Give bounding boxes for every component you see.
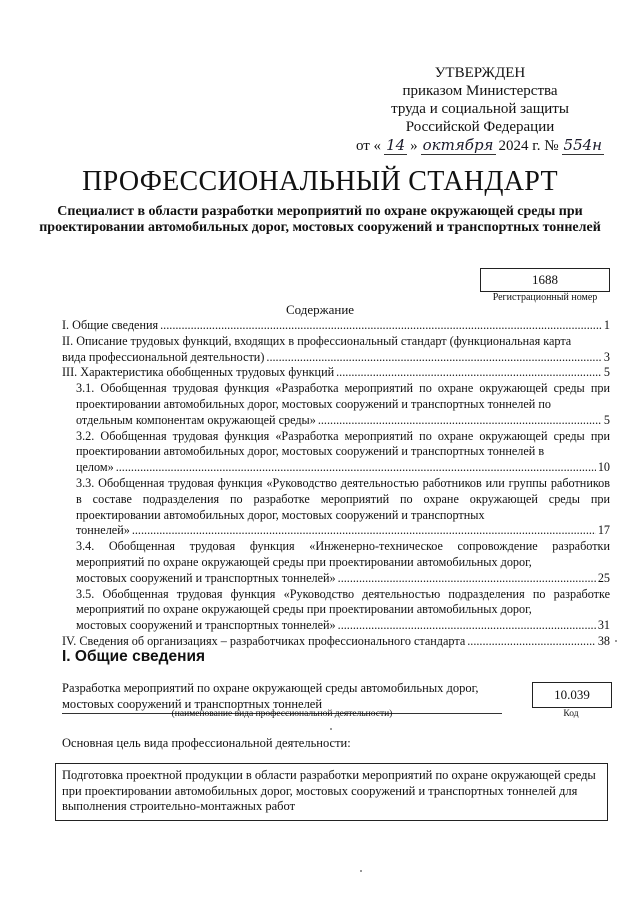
scan-speck (360, 870, 362, 872)
order-number: 554н (563, 136, 603, 154)
activity-name: Разработка мероприятий по охране окружающей среды автомобильных дорог, мостовых сооружений и транспортных тоннелей (62, 680, 502, 714)
toc-item-text: I. Общие сведения (62, 318, 159, 332)
toc-item[interactable] (62, 365, 610, 381)
toc-item-text: IV. Сведения об организациях – разработчиках профессионального стандарта (62, 633, 466, 648)
toc-page: 10 (597, 460, 610, 475)
toc-item-text: 3.1. Обобщенная трудовая функция «Разработка мероприятий по охране окружающей среды при проектировании автомобильных дорог, мостовых сооружений и транспортных тоннелей по (76, 381, 610, 411)
toc-item[interactable] (62, 587, 610, 634)
toc-page: 5 (603, 412, 610, 427)
activity-caption: (наименование вида профессиональной деятельности) (171, 709, 393, 719)
toc-item[interactable] (62, 381, 610, 428)
toc-page: 31 (597, 618, 610, 633)
toc-page: 38 (597, 633, 610, 648)
toc-item-text-last: целом» (76, 460, 114, 475)
toc-title: Содержание (285, 302, 355, 317)
quote-close: » (410, 138, 418, 154)
toc-item[interactable] (62, 318, 610, 334)
toc-item-text-last: тоннелей» (76, 523, 130, 538)
order-month: октября (422, 136, 494, 154)
scan-speck (615, 640, 617, 642)
toc-item[interactable] (62, 476, 610, 539)
toc-item-text: 3.4. Обобщенная трудовая функция «Инженерно-техническое сопровождение разработки мероприятий по охране окружающей среды при проектировании автомобильных дорог, (76, 539, 610, 569)
goal-label: Основная цель вида профессиональной деятельности: (62, 736, 351, 750)
toc-item[interactable] (62, 539, 610, 586)
approval-line: УТВЕРЖДЕН (434, 65, 526, 81)
scan-speck (330, 728, 332, 730)
toc-item-text: II. Описание трудовых функций, входящих в профессиональный стандарт (функциональная карта (62, 333, 572, 348)
toc-item-text: 3.5. Обобщенная трудовая функция «Руководство деятельностью подразделения по разработке мероприятий по охране окружающей среды при проектировании автомобильных дорог, (76, 586, 610, 617)
toc-item-text-last: вида профессиональной деятельности) (62, 349, 265, 364)
approval-line: труда и социальной защиты (391, 101, 569, 117)
approval-line: Российской Федерации (405, 119, 555, 135)
order-date-line (330, 136, 630, 155)
toc-item[interactable] (62, 334, 610, 366)
approval-line: приказом Министерства (402, 83, 558, 99)
goal-box: Подготовка проектной продукции в области разработки мероприятий по охране окружающей среды при проектировании автомобильных дорог, мостовых сооружений и транспортных тоннелей для выполнения строительно-монтажных работ (55, 763, 608, 821)
toc-item-text: 3.3. Обобщенная трудовая функция «Руководство деятельностью работников или группы работников в составе подразделения по разработке мероприятий по охране окружающей среды при проектировании автомобильных дорог, мостовых сооружений и транспортных (76, 475, 610, 522)
registration-number-box: 1688 (480, 268, 610, 292)
section-heading: I. Общие сведения (62, 648, 206, 665)
toc-item-text-last: мостовых сооружений и транспортных тоннелей» (76, 618, 336, 633)
toc-page: 3 (603, 349, 610, 364)
activity-code-label: Код (563, 709, 579, 719)
toc-page: 5 (603, 365, 610, 380)
table-of-contents (62, 318, 610, 650)
registration-number-label: Регистрационный номер (492, 292, 598, 303)
activity-code-box: 10.039 (532, 682, 612, 708)
toc-item-text-last: отдельным компонентам окружающей среды» (76, 412, 316, 427)
toc-item-text: III. Характеристика обобщенных трудовых функций (62, 365, 335, 380)
toc-item-text-last: мостовых сооружений и транспортных тоннелей» (76, 570, 336, 585)
toc-page: 25 (597, 570, 610, 585)
toc-item[interactable] (62, 429, 610, 476)
order-year: 2024 г. № (498, 138, 559, 154)
order-prefix: от « (355, 138, 382, 154)
approval-block (330, 64, 630, 155)
document-subtitle: Специалист в области разработки мероприятий по охране окружающей среды при проектировании автомобильных дорог, мостовых сооружений и транспортных тоннелей (39, 204, 601, 235)
toc-item-text: 3.2. Обобщенная трудовая функция «Разработка мероприятий по охране окружающей среды при проектировании автомобильных дорог, мостовых сооружений и транспортных тоннелей в (76, 428, 610, 459)
order-day: 14 (386, 136, 406, 154)
toc-page: 17 (597, 523, 610, 538)
document-title: ПРОФЕССИОНАЛЬНЫЙ СТАНДАРТ (82, 166, 558, 197)
toc-page: 1 (603, 318, 610, 332)
